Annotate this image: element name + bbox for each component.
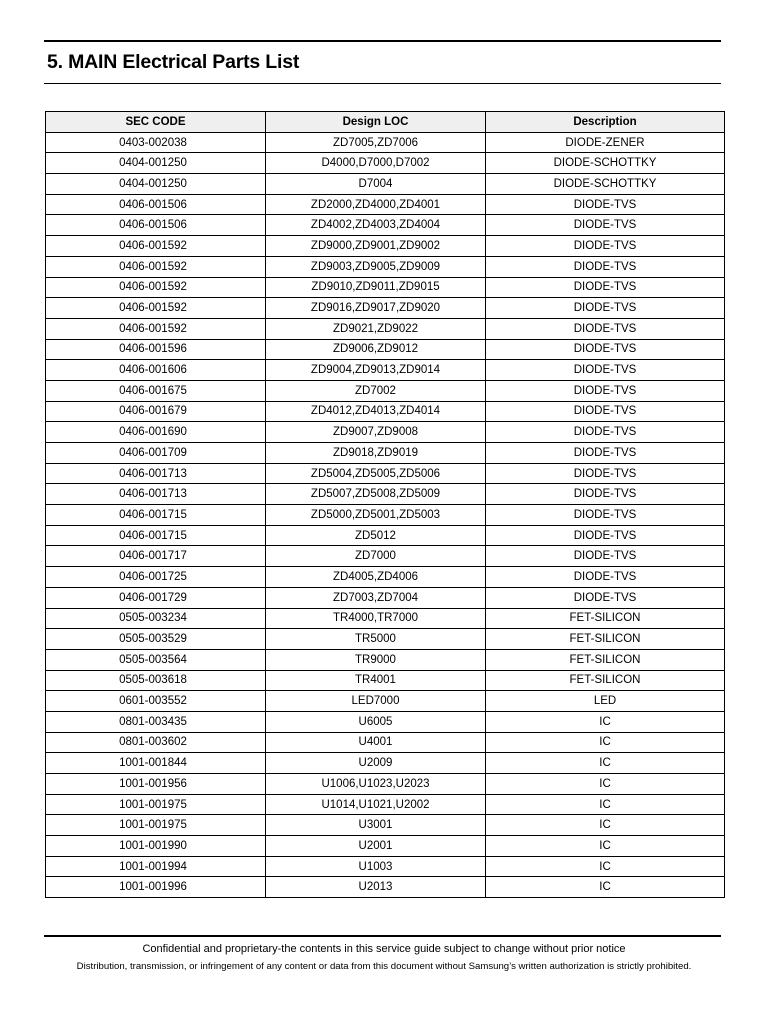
table-row [46,380,725,401]
design-loc-cell: U6005 [266,711,486,732]
design-loc-cell: ZD5000,ZD5001,ZD5003 [266,505,486,526]
table-row [46,608,725,629]
description-cell: DIODE-SCHOTTKY [486,174,725,195]
description-cell: DIODE-TVS [486,318,725,339]
description-cell: LED [486,691,725,712]
design-loc-cell: ZD9000,ZD9001,ZD9002 [266,236,486,257]
design-loc-cell: ZD7002 [266,380,486,401]
sec-code-cell: 0406-001709 [46,443,266,464]
table-row [46,463,725,484]
description-cell: IC [486,815,725,836]
table-row [46,318,725,339]
sec-code-cell: 0406-001725 [46,567,266,588]
design-loc-cell: ZD9006,ZD9012 [266,339,486,360]
table-row [46,587,725,608]
table-row [46,629,725,650]
table-row [46,505,725,526]
footer-rule [44,935,721,937]
table-row [46,691,725,712]
table-row [46,525,725,546]
table-row [46,236,725,257]
description-cell: DIODE-TVS [486,525,725,546]
table-row [46,132,725,153]
design-loc-cell: LED7000 [266,691,486,712]
table-row [46,401,725,422]
description-cell: DIODE-TVS [486,463,725,484]
design-loc-cell: ZD5007,ZD5008,ZD5009 [266,484,486,505]
sec-code-cell: 0801-003602 [46,732,266,753]
design-loc-cell: ZD2000,ZD4000,ZD4001 [266,194,486,215]
sec-code-cell: 0406-001679 [46,401,266,422]
design-loc-cell: U1014,U1021,U2002 [266,794,486,815]
description-cell: FET-SILICON [486,670,725,691]
description-cell: FET-SILICON [486,649,725,670]
design-loc-cell: ZD7000 [266,546,486,567]
sec-code-cell: 0406-001606 [46,360,266,381]
sec-code-cell: 0404-001250 [46,153,266,174]
footer-confidential-notice: Confidential and proprietary-the contents in this service guide subject to change without prior notice [142,943,626,955]
design-loc-cell: TR5000 [266,629,486,650]
design-loc-cell: ZD9021,ZD9022 [266,318,486,339]
table-body [46,132,725,897]
sec-code-cell: 0404-001250 [46,174,266,195]
header-design-loc: Design LOC [266,112,486,133]
description-cell: FET-SILICON [486,629,725,650]
table-row [46,194,725,215]
description-cell: DIODE-TVS [486,298,725,319]
design-loc-cell: U2013 [266,877,486,898]
design-loc-cell: ZD7005,ZD7006 [266,132,486,153]
description-cell: FET-SILICON [486,608,725,629]
description-cell: IC [486,753,725,774]
sec-code-cell: 1001-001994 [46,856,266,877]
description-cell: IC [486,774,725,795]
sec-code-cell: 1001-001975 [46,815,266,836]
sec-code-cell: 0406-001717 [46,546,266,567]
design-loc-cell: TR4000,TR7000 [266,608,486,629]
table-row [46,774,725,795]
table-row [46,339,725,360]
description-cell: DIODE-TVS [486,587,725,608]
sec-code-cell: 0505-003529 [46,629,266,650]
sec-code-cell: 0406-001506 [46,215,266,236]
header-description: Description [486,112,725,133]
description-cell: DIODE-TVS [486,401,725,422]
sec-code-cell: 0406-001729 [46,587,266,608]
description-cell: DIODE-TVS [486,567,725,588]
sec-code-cell: 0406-001713 [46,484,266,505]
sec-code-cell: 0406-001715 [46,525,266,546]
sec-code-cell: 0406-001592 [46,318,266,339]
design-loc-cell: ZD4012,ZD4013,ZD4014 [266,401,486,422]
sec-code-cell: 1001-001956 [46,774,266,795]
design-loc-cell: D4000,D7000,D7002 [266,153,486,174]
design-loc-cell: TR9000 [266,649,486,670]
table-row [46,815,725,836]
table-row [46,360,725,381]
table-row [46,670,725,691]
design-loc-cell: ZD9007,ZD9008 [266,422,486,443]
sec-code-cell: 0505-003564 [46,649,266,670]
table-row [46,484,725,505]
table-row [46,794,725,815]
description-cell: DIODE-TVS [486,484,725,505]
table-row [46,753,725,774]
table-row [46,711,725,732]
sec-code-cell: 1001-001975 [46,794,266,815]
description-cell: IC [486,836,725,857]
sec-code-cell: 0403-002038 [46,132,266,153]
sec-code-cell: 0406-001690 [46,422,266,443]
description-cell: DIODE-ZENER [486,132,725,153]
table-row [46,732,725,753]
sec-code-cell: 0406-001592 [46,277,266,298]
page-title: 5. MAIN Electrical Parts List [47,51,300,73]
description-cell: DIODE-TVS [486,505,725,526]
design-loc-cell: D7004 [266,174,486,195]
table-row [46,422,725,443]
design-loc-cell: U4001 [266,732,486,753]
design-loc-cell: U2001 [266,836,486,857]
design-loc-cell: ZD9003,ZD9005,ZD9009 [266,256,486,277]
description-cell: IC [486,711,725,732]
design-loc-cell: U2009 [266,753,486,774]
sec-code-cell: 0801-003435 [46,711,266,732]
description-cell: IC [486,856,725,877]
description-cell: DIODE-TVS [486,380,725,401]
table-row [46,877,725,898]
design-loc-cell: ZD5012 [266,525,486,546]
design-loc-cell: U3001 [266,815,486,836]
table-row [46,856,725,877]
design-loc-cell: ZD4005,ZD4006 [266,567,486,588]
sec-code-cell: 0505-003234 [46,608,266,629]
sec-code-cell: 0406-001715 [46,505,266,526]
table-row [46,546,725,567]
description-cell: IC [486,794,725,815]
design-loc-cell: U1003 [266,856,486,877]
sec-code-cell: 0406-001592 [46,236,266,257]
table-row [46,298,725,319]
description-cell: DIODE-TVS [486,215,725,236]
description-cell: DIODE-TVS [486,277,725,298]
design-loc-cell: ZD9004,ZD9013,ZD9014 [266,360,486,381]
description-cell: DIODE-TVS [486,256,725,277]
footer-distribution-notice: Distribution, transmission, or infringement of any content or data from this document without Samsung’s written authorization is strictly prohibited. [76,961,692,972]
sec-code-cell: 0406-001592 [46,298,266,319]
sec-code-cell: 1001-001996 [46,877,266,898]
sec-code-cell: 0406-001675 [46,380,266,401]
table-row [46,174,725,195]
design-loc-cell: U1006,U1023,U2023 [266,774,486,795]
design-loc-cell: ZD5004,ZD5005,ZD5006 [266,463,486,484]
table-row [46,567,725,588]
sec-code-cell: 1001-001844 [46,753,266,774]
title-underline [44,83,721,84]
description-cell: DIODE-TVS [486,236,725,257]
table-header-row [46,112,725,133]
description-cell: IC [486,877,725,898]
sec-code-cell: 0406-001592 [46,256,266,277]
table-row [46,443,725,464]
table-row [46,277,725,298]
table-row [46,153,725,174]
description-cell: DIODE-TVS [486,360,725,381]
design-loc-cell: ZD9018,ZD9019 [266,443,486,464]
sec-code-cell: 0601-003552 [46,691,266,712]
design-loc-cell: ZD9010,ZD9011,ZD9015 [266,277,486,298]
table-row [46,836,725,857]
design-loc-cell: TR4001 [266,670,486,691]
top-rule [44,40,721,42]
header-sec-code: SEC CODE [46,112,266,133]
design-loc-cell: ZD7003,ZD7004 [266,587,486,608]
design-loc-cell: ZD9016,ZD9017,ZD9020 [266,298,486,319]
sec-code-cell: 1001-001990 [46,836,266,857]
parts-table [45,111,725,898]
table-row [46,215,725,236]
sec-code-cell: 0406-001506 [46,194,266,215]
description-cell: DIODE-TVS [486,546,725,567]
sec-code-cell: 0406-001596 [46,339,266,360]
description-cell: IC [486,732,725,753]
sec-code-cell: 0505-003618 [46,670,266,691]
description-cell: DIODE-TVS [486,194,725,215]
description-cell: DIODE-TVS [486,339,725,360]
description-cell: DIODE-TVS [486,422,725,443]
description-cell: DIODE-SCHOTTKY [486,153,725,174]
description-cell: DIODE-TVS [486,443,725,464]
sec-code-cell: 0406-001713 [46,463,266,484]
design-loc-cell: ZD4002,ZD4003,ZD4004 [266,215,486,236]
table-row [46,256,725,277]
table-row [46,649,725,670]
